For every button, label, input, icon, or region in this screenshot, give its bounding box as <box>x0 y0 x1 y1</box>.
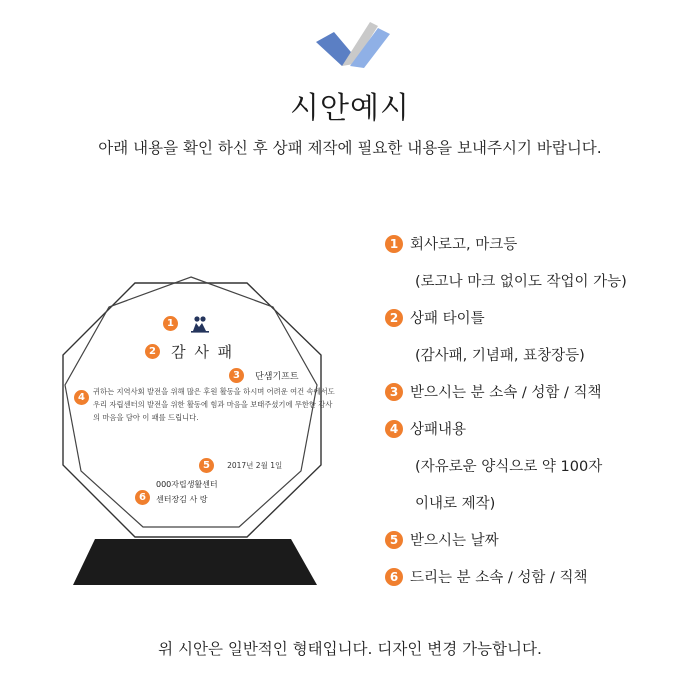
plaque-date-row <box>199 455 282 474</box>
plaque-badge-1: 1 <box>163 316 178 331</box>
legend-item <box>385 233 685 270</box>
legend-badge: 5 <box>385 531 403 549</box>
plaque-badge-5: 5 <box>199 458 214 473</box>
plaque-logo-row <box>163 313 211 333</box>
legend-badge: 1 <box>385 235 403 253</box>
legend-text: 이내로 제작) <box>415 496 496 512</box>
plaque-award-title: 감 사 패 <box>171 343 235 361</box>
legend-badge: 6 <box>385 568 403 586</box>
brand-logo <box>312 14 392 72</box>
plaque-badge-3: 3 <box>229 368 244 383</box>
legend-badge: 4 <box>385 420 403 438</box>
legend-note <box>385 344 685 381</box>
legend-text: 받으시는 날짜 <box>410 533 499 549</box>
plaque-body: 귀하는 지역사회 발전을 위해 많은 후원 활동을 하시며 어려운 여건 속에서도 우리 자립센터의 발전을 위한 활동에 힘과 마음을 보태주셨기에 무한한 감사의 마음을 담아 이 패를 드립니다. <box>93 387 335 422</box>
plaque-recipient-row <box>229 365 299 384</box>
legend-note <box>385 492 685 529</box>
plaque-recipient: 단샘기프트 <box>255 372 299 382</box>
plaque-badge-6: 6 <box>135 490 150 505</box>
plaque-title-row <box>145 341 234 362</box>
plaque-sample <box>55 275 335 590</box>
legend-badge: 2 <box>385 309 403 327</box>
plaque-date: 2017년 2월 1일 <box>227 461 283 470</box>
plaque-badge-2: 2 <box>145 344 160 359</box>
legend-item <box>385 381 685 418</box>
plaque-badge-4: 4 <box>74 390 89 405</box>
legend-text: 회사로고, 마크등 <box>410 237 518 253</box>
page-subtitle: 아래 내용을 확인 하신 후 상패 제작에 필요한 내용을 보내주시기 바랍니다. <box>98 139 602 157</box>
legend-item <box>385 418 685 455</box>
legend-note <box>385 270 685 307</box>
legend-text: 받으시는 분 소속 / 성함 / 직책 <box>410 385 602 401</box>
legend-text: (자유로운 양식으로 약 100자 <box>415 459 603 475</box>
plaque-sender-org: 000자립생활센터 <box>156 480 218 489</box>
legend-item <box>385 566 685 603</box>
plaque-badge-4-wrap <box>74 387 89 406</box>
legend-item <box>385 529 685 566</box>
plaque-sender-name: 센터장김 사 랑 <box>156 495 208 504</box>
legend-note <box>385 455 685 492</box>
legend-list <box>385 233 685 603</box>
footer-note: 위 시안은 일반적인 형태입니다. 디자인 변경 가능합니다. <box>158 640 542 658</box>
legend-badge: 3 <box>385 383 403 401</box>
legend-text: 상패내용 <box>410 422 467 438</box>
plaque-badge-6-wrap <box>135 487 150 506</box>
legend-text: 드리는 분 소속 / 성함 / 직책 <box>410 570 588 586</box>
page-title: 시안예시 <box>290 91 410 126</box>
legend-item <box>385 307 685 344</box>
legend-text: (감사패, 기념패, 표창장등) <box>415 348 585 364</box>
legend-text: (로고나 마크 없이도 작업이 가능) <box>415 274 627 290</box>
legend-text: 상패 타이틀 <box>410 311 485 327</box>
people-icon <box>189 315 211 333</box>
